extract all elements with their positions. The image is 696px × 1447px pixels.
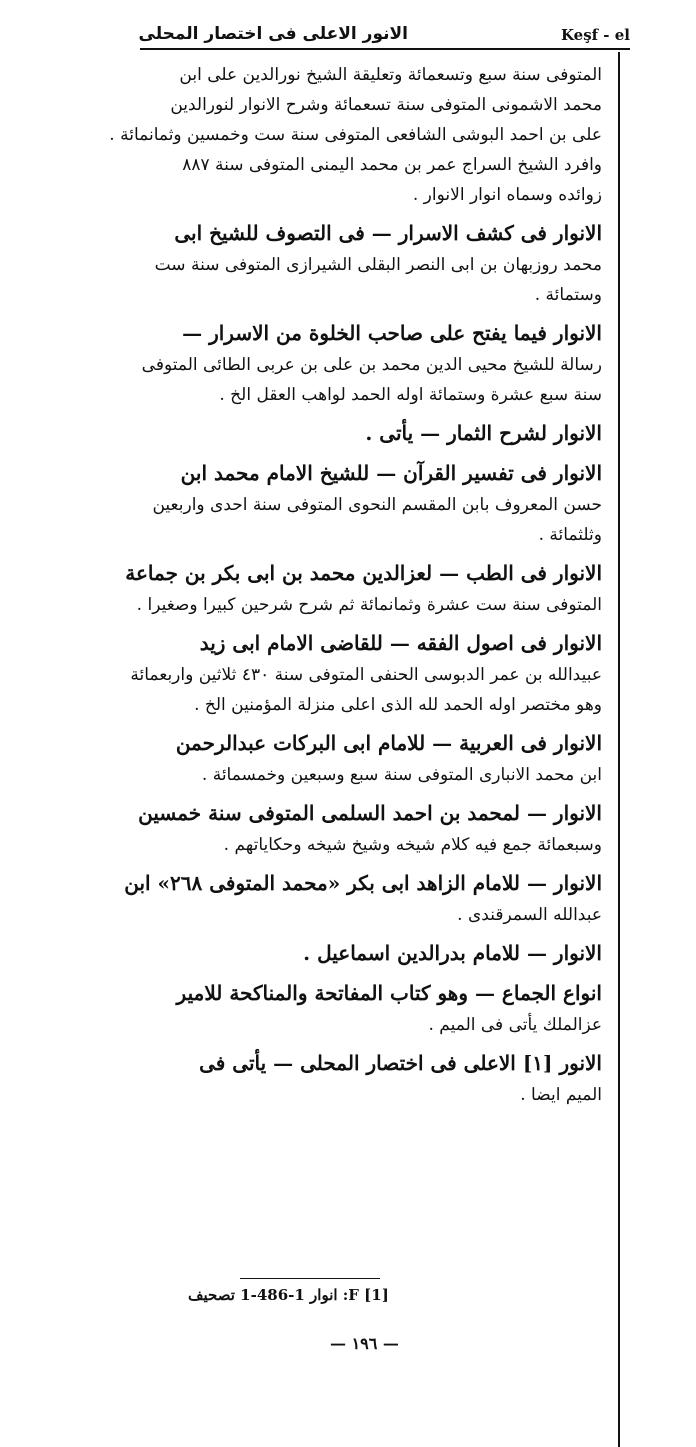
- page-number: — ١٩٦ —: [330, 1334, 399, 1353]
- entry-line: وثلثمائة .: [538, 525, 602, 545]
- entry-line: المتوفى سنة سبع وتسعمائة وتعليقة الشيخ نورالدين على ابن: [179, 65, 602, 85]
- header-rule: [140, 48, 630, 50]
- column-rule: [618, 52, 620, 1447]
- entry: [125, 556, 602, 620]
- entry-line: وستمائة .: [534, 285, 602, 305]
- entry-line: حسن المعروف بابن المقسم النحوى المتوفى سنة احدى واربعين: [152, 495, 602, 515]
- entry-heading: الانور [١] الاعلى فى اختصار المحلى — يأتى فى: [199, 1051, 602, 1075]
- entry-line: عزالملك يأتى فى الميم .: [428, 1015, 602, 1035]
- entry: [140, 976, 602, 1040]
- entry: [140, 316, 602, 410]
- entry: [140, 796, 602, 860]
- entry: [140, 216, 602, 310]
- text-column: [109, 60, 602, 1110]
- entry: [130, 626, 602, 720]
- entry-line: رسالة للشيخ محيى الدين محمد بن على بن عربى الطائى المتوفى: [141, 355, 602, 375]
- entry: [140, 456, 602, 550]
- entry-line: على بن احمد البوشى الشافعى المتوفى سنة ست وخمسين وثمانمائة .: [109, 125, 602, 145]
- entry-heading: الانوار فى الطب — لعزالدين محمد بن ابى بكر بن جماعة: [125, 561, 602, 585]
- entry-heading: الانوار فيما يفتح على صاحب الخلوة من الاسرار —: [182, 321, 602, 345]
- entry-heading: الانوار — للامام بدرالدين اسماعيل .: [303, 941, 602, 965]
- entry-line: ابن محمد الانبارى المتوفى سنة سبع وسبعين وخمسمائة .: [201, 765, 602, 785]
- entry-line: محمد روزبهان بن ابى النصر البقلى الشيرازى المتوفى سنة ست: [154, 255, 602, 275]
- entry: [140, 1046, 602, 1110]
- entry-heading: الانوار لشرح الثمار — يأتى .: [365, 421, 602, 445]
- entry-heading: الانوار فى العربية — للامام ابى البركات عبدالرحمن: [175, 731, 602, 755]
- entry-line: عبدالله السمرقندى .: [457, 905, 602, 925]
- entry-heading: الانوار فى كشف الاسرار — فى التصوف للشيخ ابى: [174, 221, 602, 245]
- entry: [140, 726, 602, 790]
- footnote: [1] F: انوار 1-486-1 تصحيف: [188, 1286, 389, 1304]
- entry-line: المتوفى سنة ست عشرة وثمانمائة ثم شرح شرحين كبيرا وصغيرا .: [136, 595, 602, 615]
- entry-line: محمد الاشمونى المتوفى سنة تسعمائة وشرح الانوار لنورالدين: [170, 95, 602, 115]
- entry-line: عبيدالله بن عمر الدبوسى الحنفى المتوفى سنة ٤٣٠ ثلاثين واربعمائة: [130, 665, 602, 685]
- entry-line: وسبعمائة جمع فيه كلام شيخه وشيخ شيخه وحكاياتهم .: [223, 835, 602, 855]
- entry: [140, 936, 602, 970]
- entry: [109, 60, 602, 210]
- entry-heading: الانوار فى تفسير القرآن — للشيخ الامام محمد ابن: [180, 461, 602, 485]
- entry-line: وهو مختصر اوله الحمد لله الذى اعلى منزلة المؤمنين الخ .: [194, 695, 602, 715]
- entry-heading: الانوار فى اصول الفقه — للقاضى الامام ابى زيد: [199, 631, 602, 655]
- entry-heading: انواع الجماع — وهو كتاب المفاتحة والمناكحة للامير: [176, 981, 602, 1005]
- entry-heading: الانوار — لمحمد بن احمد السلمى المتوفى سنة خمسين: [138, 801, 602, 825]
- running-title: الانور الاعلى فى اختصار المحلى: [138, 24, 408, 44]
- entry-line: سنة سبع عشرة وستمائة اوله الحمد لواهب العقل الخ .: [219, 385, 602, 405]
- entry: [124, 866, 602, 930]
- entry-line: زوائده وسماه انوار الانوار .: [412, 185, 602, 205]
- entry-line: وافرد الشيخ السراج عمر بن محمد اليمنى المتوفى سنة ٨٨٧: [182, 155, 602, 175]
- entry-heading: الانوار — للامام الزاهد ابى بكر «محمد المتوفى ٢٦٨» ابن: [124, 871, 602, 895]
- entry-line: الميم ايضا .: [520, 1085, 602, 1105]
- entry: [140, 416, 602, 450]
- running-code: Keşf - el: [560, 26, 630, 44]
- footnote-rule: [240, 1278, 380, 1279]
- running-header: [140, 18, 630, 48]
